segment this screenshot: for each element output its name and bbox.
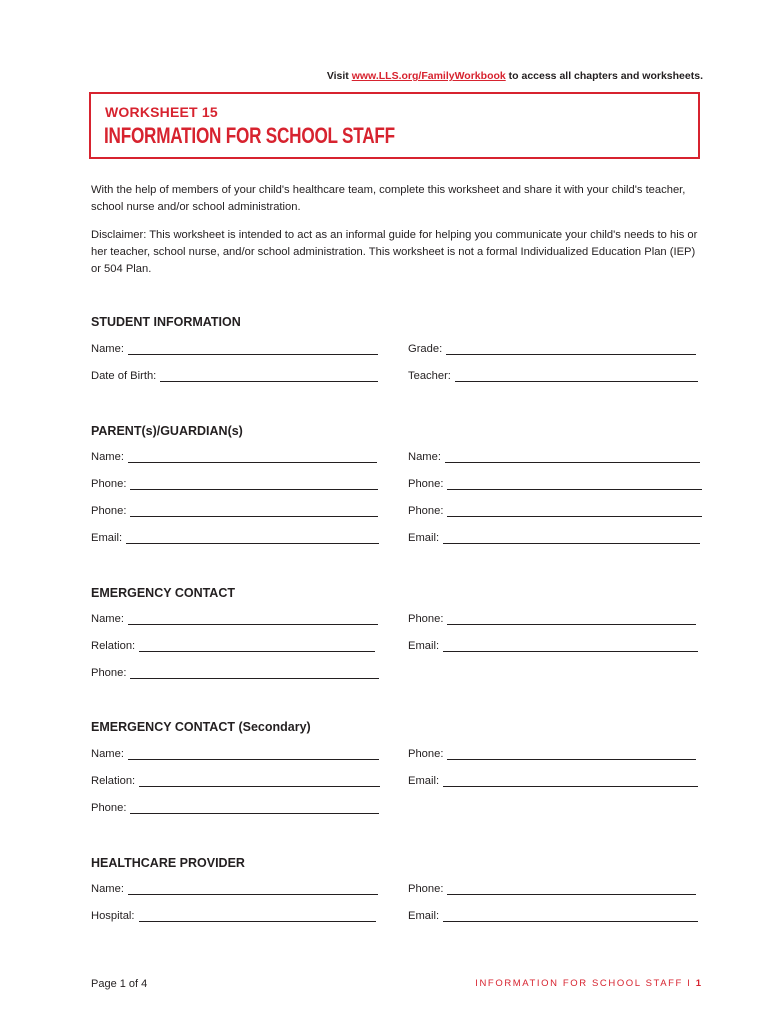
fill-line[interactable]: [445, 454, 700, 463]
fill-line[interactable]: [128, 346, 378, 355]
emergency-phone2-field[interactable]: [91, 667, 379, 679]
parent-email-field-1[interactable]: [91, 532, 379, 544]
page-number: 1: [695, 978, 701, 989]
field-label: Phone:: [91, 667, 127, 679]
emergency-email-field[interactable]: [408, 640, 698, 652]
field-label: Phone:: [408, 478, 444, 490]
fill-line[interactable]: [130, 805, 379, 814]
field-label: Name:: [91, 883, 124, 895]
field-label: Phone:: [408, 505, 444, 517]
disclaimer-paragraph: Disclaimer: This worksheet is intended to act as an informal guide for helping you communicate your child's needs to his or her teacher, school nurse, and/or school administration. This worksheet is not a formal Individualized Education Plan (IEP) or 504 Plan.: [91, 229, 698, 275]
provider-hospital-field[interactable]: [91, 910, 376, 922]
page-title: INFORMATION FOR SCHOOL STAFF: [104, 123, 395, 148]
field-label: Email:: [408, 775, 440, 787]
fill-line[interactable]: [128, 886, 378, 895]
fill-line[interactable]: [128, 751, 379, 760]
visit-text: Visit: [326, 70, 349, 82]
field-label: Phone:: [91, 505, 127, 517]
field-label: Phone:: [91, 478, 127, 490]
student-name-field[interactable]: [91, 343, 378, 355]
fill-line[interactable]: [128, 454, 377, 463]
fill-line[interactable]: [446, 346, 696, 355]
emergency2-phone-field[interactable]: [408, 748, 696, 760]
fill-line[interactable]: [160, 373, 378, 382]
field-label: Relation:: [91, 640, 136, 652]
field-label: Grade:: [408, 343, 443, 355]
fill-line[interactable]: [443, 535, 700, 544]
field-label: Name:: [91, 748, 124, 760]
provider-phone-field[interactable]: [408, 883, 696, 895]
title-box: [89, 92, 700, 159]
emergency2-email-field[interactable]: [408, 775, 698, 787]
fill-line[interactable]: [447, 508, 702, 517]
field-label: Email:: [91, 532, 123, 544]
fill-line[interactable]: [139, 913, 376, 922]
workbook-visit-note: [327, 70, 703, 82]
intro-paragraph: With the help of members of your child's healthcare team, complete this worksheet and share it with your child's teacher, school nurse and/or school administration.: [91, 184, 686, 213]
parent-email-field-2[interactable]: [408, 532, 700, 544]
student-grade-field[interactable]: [408, 343, 696, 355]
parent-name-field-1[interactable]: [91, 451, 377, 463]
visit-after-text: to access all chapters and worksheets.: [508, 70, 703, 82]
emergency2-relation-field[interactable]: [91, 775, 380, 787]
fill-line[interactable]: [443, 778, 698, 787]
footer-separator: I: [687, 978, 692, 989]
fill-line[interactable]: [139, 643, 375, 652]
field-label: Date of Birth:: [91, 370, 157, 382]
parent-phone-field-1[interactable]: [91, 478, 378, 490]
field-label: Email:: [408, 640, 440, 652]
field-label: Relation:: [91, 775, 136, 787]
student-info-heading: STUDENT INFORMATION: [91, 315, 241, 329]
parent-name-field-2[interactable]: [408, 451, 700, 463]
field-label: Hospital:: [91, 910, 135, 922]
fill-line[interactable]: [443, 913, 698, 922]
fill-line[interactable]: [130, 508, 378, 517]
emergency-contact-heading: EMERGENCY CONTACT: [91, 586, 235, 600]
field-label: Name:: [91, 343, 124, 355]
parent-phone-field-3[interactable]: [91, 505, 378, 517]
fill-line[interactable]: [130, 481, 378, 490]
parent-phone-field-4[interactable]: [408, 505, 702, 517]
emergency2-phone2-field[interactable]: [91, 802, 379, 814]
fill-line[interactable]: [126, 535, 379, 544]
fill-line[interactable]: [139, 778, 380, 787]
emergency-name-field[interactable]: [91, 613, 378, 625]
worksheet-label: WORKSHEET 15: [105, 104, 218, 120]
parent-phone-field-2[interactable]: [408, 478, 702, 490]
field-label: Phone:: [408, 748, 444, 760]
field-label: Phone:: [408, 613, 444, 625]
field-label: Teacher:: [408, 370, 451, 382]
field-label: Email:: [408, 532, 440, 544]
field-label: Phone:: [408, 883, 444, 895]
workbook-link[interactable]: www.LLS.org/FamilyWorkbook: [351, 70, 506, 82]
fill-line[interactable]: [455, 373, 698, 382]
field-label: Name:: [91, 451, 124, 463]
emergency-secondary-heading: EMERGENCY CONTACT (Secondary): [91, 720, 311, 734]
healthcare-provider-heading: HEALTHCARE PROVIDER: [91, 856, 245, 870]
student-teacher-field[interactable]: [408, 370, 698, 382]
field-label: Name:: [408, 451, 441, 463]
fill-line[interactable]: [128, 616, 378, 625]
fill-line[interactable]: [130, 670, 379, 679]
fill-line[interactable]: [447, 616, 696, 625]
field-label: Name:: [91, 613, 124, 625]
field-label: Email:: [408, 910, 440, 922]
student-dob-field[interactable]: [91, 370, 378, 382]
fill-line[interactable]: [447, 751, 696, 760]
emergency-phone-field[interactable]: [408, 613, 696, 625]
emergency2-name-field[interactable]: [91, 748, 379, 760]
fill-line[interactable]: [447, 886, 696, 895]
field-label: Phone:: [91, 802, 127, 814]
emergency-relation-field[interactable]: [91, 640, 375, 652]
fill-line[interactable]: [447, 481, 702, 490]
page-count: Page 1 of 4: [91, 978, 148, 990]
provider-email-field[interactable]: [408, 910, 698, 922]
parents-heading: PARENT(s)/GUARDIAN(s): [91, 424, 243, 438]
running-title: INFORMATION FOR SCHOOL STAFF: [475, 978, 683, 989]
fill-line[interactable]: [443, 643, 698, 652]
provider-name-field[interactable]: [91, 883, 378, 895]
running-footer: [475, 978, 701, 989]
